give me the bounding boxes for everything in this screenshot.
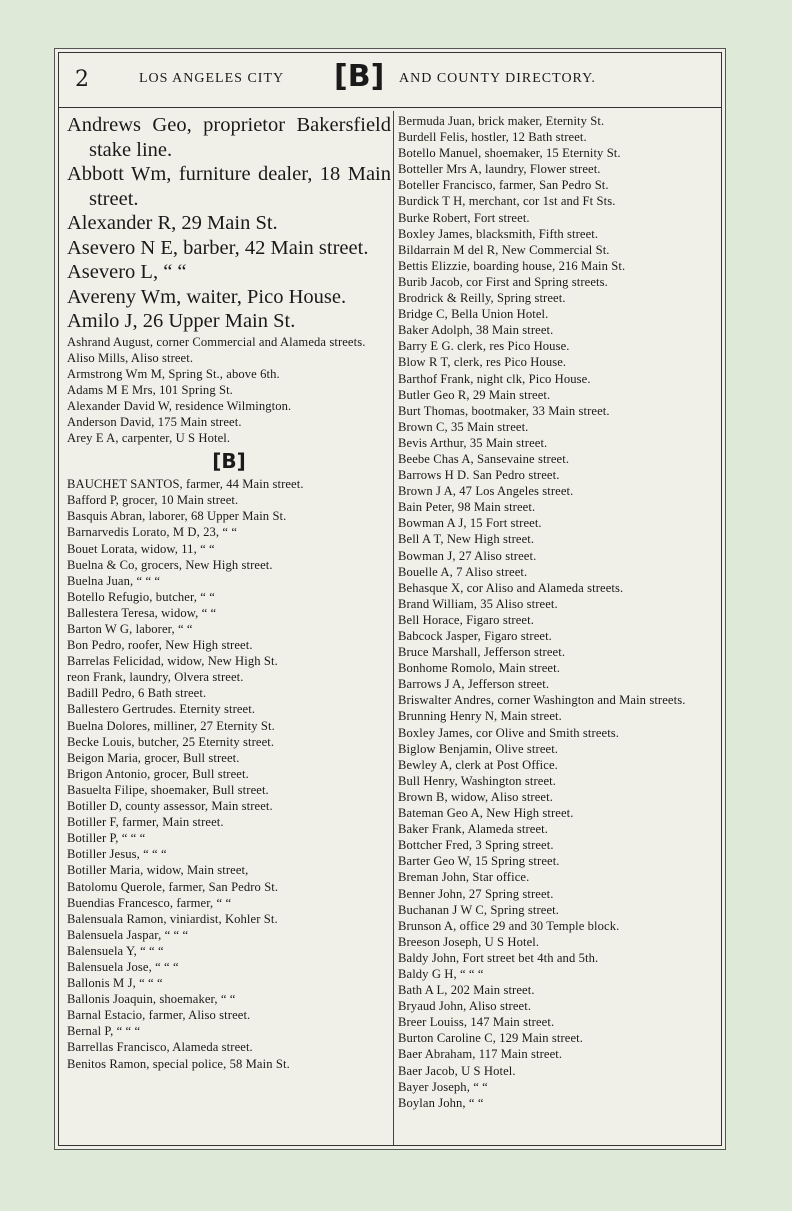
directory-entry: Botteller Mrs A, laundry, Flower street. (398, 162, 601, 177)
directory-entry-large: Asevero L, “ “ (67, 261, 187, 283)
directory-entry: Bull Henry, Washington street. (398, 773, 556, 788)
directory-entry-large: Asevero N E, barber, 42 Main street. (67, 236, 369, 259)
directory-entry: Barnarvedis Lorato, M D, 23, “ “ (67, 525, 238, 540)
directory-entry: Barnal Estacio, farmer, Aliso street. (67, 1008, 251, 1023)
directory-entry: Bryaud John, Aliso street. (398, 999, 532, 1014)
directory-entry: Ballonis M J, “ “ “ (67, 976, 163, 991)
directory-entry: Anderson David, 175 Main street. (67, 414, 242, 429)
directory-entry: Brunning Henry N, Main street. (398, 709, 562, 724)
directory-entry: Barrows H D. San Pedro street. (398, 468, 560, 483)
directory-entry: Benner John, 27 Spring street. (398, 886, 554, 901)
directory-entry: Burt Thomas, bootmaker, 33 Main street. (398, 403, 610, 418)
directory-entry: Bermuda Juan, brick maker, Eternity St. (398, 114, 605, 128)
directory-entry: Baker Frank, Alameda street. (398, 822, 549, 837)
directory-entry: Botiller F, farmer, Main street. (67, 815, 224, 830)
directory-entry: Blow R T, clerk, res Pico House. (398, 355, 567, 370)
directory-entry: Briswalter Andres, corner Washington and Main streets. (398, 693, 686, 708)
directory-entry: Benitos Ramon, special police, 58 Main St. (67, 1056, 290, 1071)
directory-entry: Breer Louiss, 147 Main street. (398, 1015, 555, 1030)
directory-page (58, 52, 722, 1146)
directory-entry: Balensuala Ramon, viniardist, Kohler St. (67, 911, 278, 926)
header-right-text: AND COUNTY DIRECTORY. (399, 71, 596, 86)
directory-entry: Boylan John, “ “ (398, 1095, 484, 1110)
directory-entry: Botiller P, “ “ “ (67, 831, 146, 846)
directory-entry-large: Andrews Geo, proprietor Bakersfield stake line. (67, 114, 391, 161)
directory-entry: Botiller D, county assessor, Main street. (67, 799, 273, 814)
directory-entry-large: Avereny Wm, waiter, Pico House. (67, 285, 347, 308)
directory-entry: Bridge C, Bella Union Hotel. (398, 307, 549, 322)
directory-entry: Ballonis Joaquin, shoemaker, “ “ (67, 992, 236, 1007)
directory-entry: Babcock Jasper, Figaro street. (398, 629, 552, 643)
directory-entry: Ashrand August, corner Commercial and Alameda streets. (67, 334, 366, 349)
directory-entry: Bain Peter, 98 Main street. (398, 500, 536, 515)
directory-entry: Burib Jacob, cor First and Spring streets. (398, 274, 608, 289)
directory-entry: Ballestero Gertrudes. Eternity street. (67, 702, 256, 717)
directory-entry: BAUCHET SANTOS, farmer, 44 Main street. (67, 477, 304, 492)
directory-entry: Batolomu Querole, farmer, San Pedro St. (67, 879, 279, 894)
directory-entry: Bath A L, 202 Main street. (398, 983, 535, 998)
page-number: 2 (75, 67, 89, 92)
header-letter: [B] (334, 59, 385, 94)
directory-entry: Boxley James, cor Olive and Smith streets. (398, 725, 620, 740)
directory-entry: Botiller Jesus, “ “ “ (67, 847, 167, 862)
directory-entry: Brown B, widow, Aliso street. (398, 789, 553, 804)
directory-entry: Bateman Geo A, New High street. (398, 806, 574, 821)
directory-entry: Baer Abraham, 117 Main street. (398, 1047, 563, 1062)
directory-entry: Bell A T, New High street. (398, 532, 535, 547)
directory-entry: Barton W G, laborer, “ “ (67, 622, 193, 636)
directory-entry: Basquis Abran, laborer, 68 Upper Main St. (67, 509, 287, 524)
directory-entry-large: Alexander R, 29 Main St. (67, 212, 278, 234)
directory-entry: reon Frank, laundry, Olvera street. (67, 670, 244, 685)
directory-entry: Basuelta Filipe, shoemaker, Bull street. (67, 782, 269, 797)
directory-entry: Boxley James, blacksmith, Fifth street. (398, 226, 599, 241)
directory-entry: Behasque X, cor Aliso and Alameda streets. (398, 580, 624, 595)
directory-entry: Bewley A, clerk at Post Office. (398, 757, 558, 772)
directory-entry: Brand William, 35 Aliso street. (398, 596, 558, 611)
directory-entry: Barrows J A, Jefferson street. (398, 677, 550, 692)
directory-entry: Brown J A, 47 Los Angeles street. (398, 484, 574, 499)
directory-entry: Adams M E Mrs, 101 Spring St. (67, 382, 233, 397)
directory-entry: Bettis Elizzie, boarding house, 216 Main St. (398, 258, 626, 273)
directory-entry: Barry E G. clerk, res Pico House. (398, 339, 570, 354)
directory-entry: Beebe Chas A, Sansevaine street. (398, 451, 570, 466)
directory-entry: Botello Manuel, shoemaker, 15 Eternity St. (398, 146, 621, 161)
directory-entry: Biglow Benjamin, Olive street. (398, 741, 559, 756)
directory-entry: Boteller Francisco, farmer, San Pedro St. (398, 178, 609, 193)
left-column (67, 113, 391, 1072)
directory-entry: Bonhome Romolo, Main street. (398, 661, 560, 676)
directory-entry: Buelna Juan, “ “ “ (67, 573, 161, 588)
page-header (59, 53, 721, 108)
directory-entry: Baer Jacob, U S Hotel. (398, 1063, 516, 1078)
directory-entry-large: Amilo J, 26 Upper Main St. (67, 310, 296, 332)
directory-entry: Arey E A, carpenter, U S Hotel. (67, 431, 231, 446)
directory-entry: Bowman A J, 15 Fort street. (398, 516, 542, 531)
directory-entry-large: Abbott Wm, furniture dealer, 18 Main street. (67, 163, 391, 210)
directory-entry: Becke Louis, butcher, 25 Eternity street. (67, 734, 275, 749)
directory-entry: Bouelle A, 7 Aliso street. (398, 564, 528, 579)
directory-entry: Alexander David W, residence Wilmington. (67, 398, 292, 413)
directory-entry: Badill Pedro, 6 Bath street. (67, 686, 207, 701)
directory-entry: Bowman J, 27 Aliso street. (398, 548, 537, 563)
directory-entry: Buelna Dolores, milliner, 27 Eternity St. (67, 718, 275, 733)
directory-entry: Burdick T H, merchant, cor 1st and Ft Sts. (398, 194, 616, 209)
directory-entry: Baker Adolph, 38 Main street. (398, 323, 554, 338)
directory-entry: Bruce Marshall, Jefferson street. (398, 645, 566, 660)
directory-entry: Bevis Arthur, 35 Main street. (398, 435, 548, 450)
directory-entry: Bottcher Fred, 3 Spring street. (398, 838, 554, 853)
directory-entry: Botiller Maria, widow, Main street, (67, 863, 249, 878)
directory-entry: Bafford P, grocer, 10 Main street. (67, 493, 239, 508)
directory-entry: Balensuela Jaspar, “ “ “ (67, 927, 189, 942)
right-column (398, 113, 720, 1111)
directory-entry: Butler Geo R, 29 Main street. (398, 387, 551, 402)
directory-entry: Buendias Francesco, farmer, “ “ (67, 895, 232, 910)
directory-entry: Barrelas Felicidad, widow, New High St. (67, 654, 278, 669)
directory-entry: Burton Caroline C, 129 Main street. (398, 1031, 584, 1046)
directory-entry: Brigon Antonio, grocer, Bull street. (67, 766, 249, 781)
directory-entry: Aliso Mills, Aliso street. (67, 350, 194, 365)
directory-entry: Breeson Joseph, U S Hotel. (398, 934, 540, 949)
directory-entry: Baldy John, Fort street bet 4th and 5th. (398, 950, 599, 965)
b-entries-left (67, 476, 391, 1071)
directory-entry: Beigon Maria, grocer, Bull street. (67, 750, 240, 765)
section-heading-b: [B] (212, 449, 246, 474)
directory-entry: Balensuela Jose, “ “ “ (67, 959, 179, 974)
header-left-text: LOS ANGELES CITY (139, 71, 285, 86)
directory-entry: Baldy G H, “ “ “ (398, 966, 484, 981)
directory-entry: Bildarrain M del R, New Commercial St. (398, 242, 610, 257)
directory-entry: Barthof Frank, night clk, Pico House. (398, 371, 591, 386)
directory-entry: Barter Geo W, 15 Spring street. (398, 854, 560, 869)
b-entries-right (398, 113, 720, 1111)
directory-entry: Bouet Lorata, widow, 11, “ “ (67, 541, 215, 556)
a-entries (67, 334, 391, 447)
directory-entry: Buelna & Co, grocers, New High street. (67, 557, 273, 572)
directory-entry: Bernal P, “ “ “ (67, 1024, 141, 1039)
directory-entry: Burdell Felis, hostler, 12 Bath street. (398, 130, 587, 145)
directory-entry: Bon Pedro, roofer, New High street. (67, 638, 253, 653)
directory-entry: Armstrong Wm M, Spring St., above 6th. (67, 366, 280, 381)
directory-entry: Breman John, Star office. (398, 870, 530, 885)
large-entries (67, 113, 391, 334)
directory-entry: Balensuela Y, “ “ “ (67, 943, 164, 958)
directory-entry: Brown C, 35 Main street. (398, 419, 529, 434)
directory-entry: Brodrick & Reilly, Spring street. (398, 291, 566, 306)
directory-entry: Barrellas Francisco, Alameda street. (67, 1040, 253, 1055)
directory-entry: Bell Horace, Figaro street. (398, 612, 534, 627)
directory-entry: Botello Refugio, butcher, “ “ (67, 589, 215, 604)
directory-entry: Ballestera Teresa, widow, “ “ (67, 605, 217, 620)
directory-entry: Bayer Joseph, “ “ (398, 1079, 488, 1094)
directory-entry: Burke Robert, Fort street. (398, 210, 530, 225)
directory-entry: Brunson A, office 29 and 30 Temple block. (398, 918, 620, 933)
column-divider (393, 111, 394, 1145)
directory-entry: Buchanan J W C, Spring street. (398, 902, 559, 917)
